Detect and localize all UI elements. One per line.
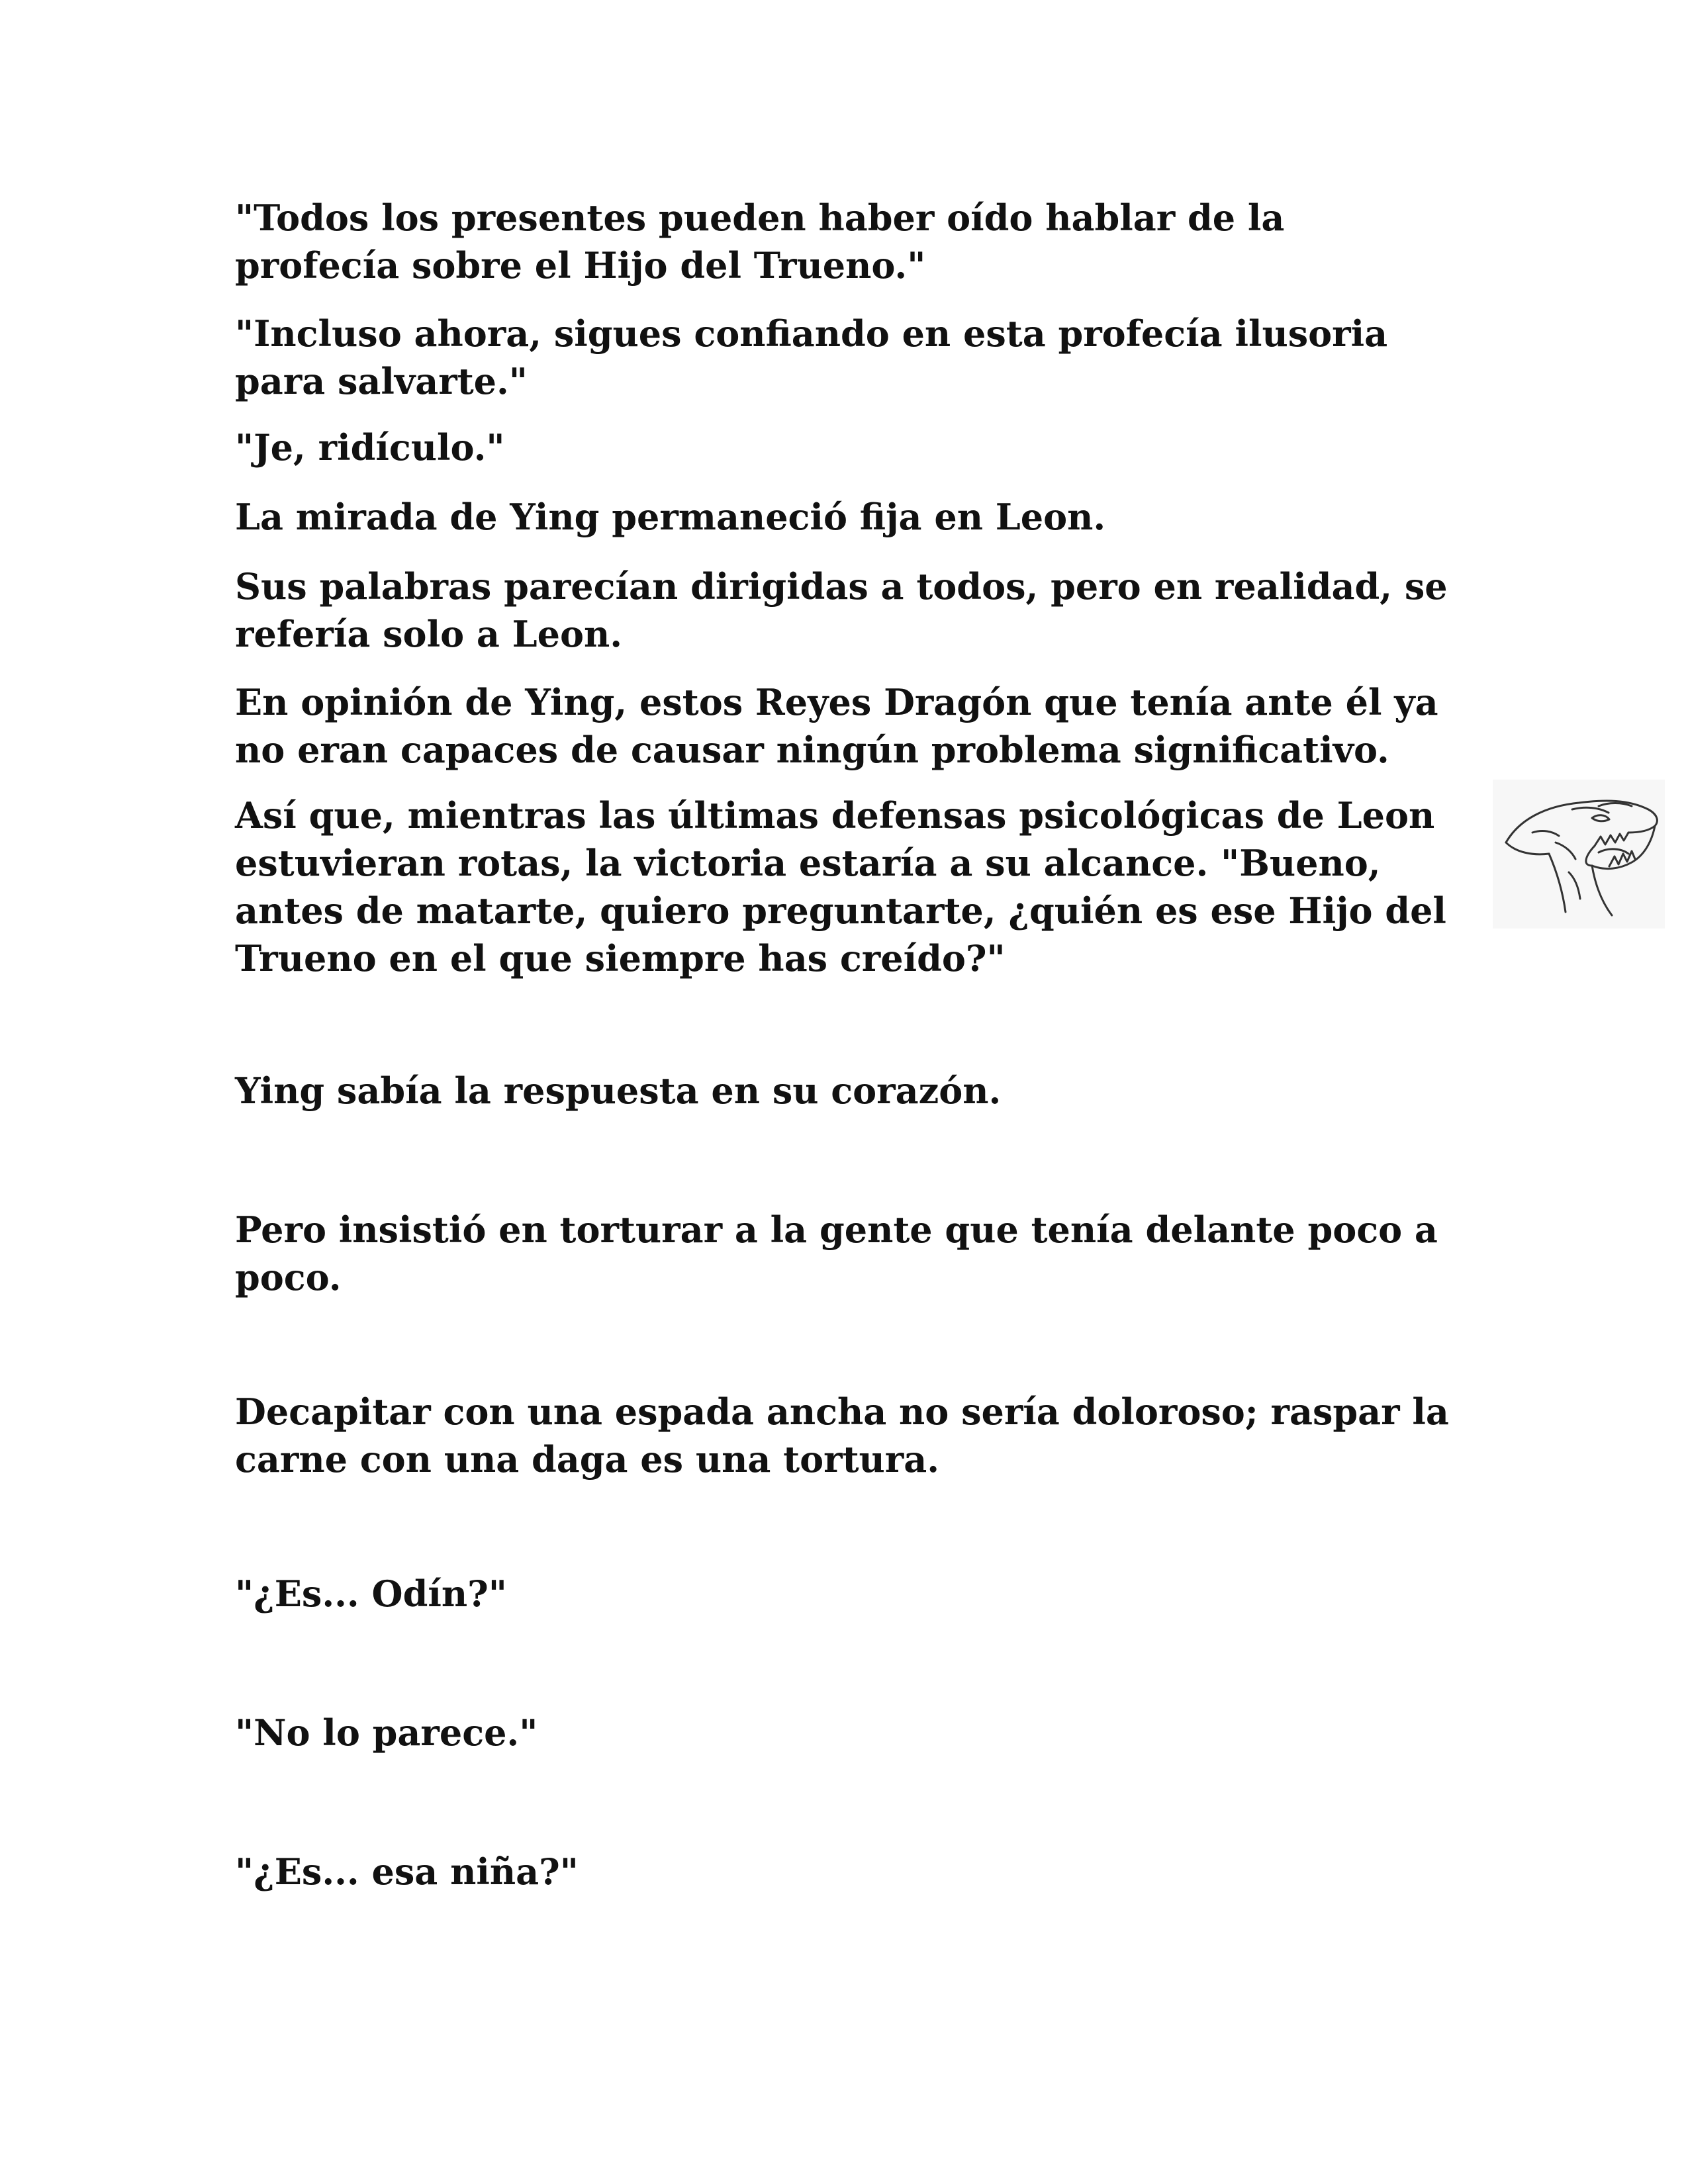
paragraph-13: "¿Es... esa niña?" <box>235 1850 579 1893</box>
paragraph-4: La mirada de Ying permaneció fija en Leon. <box>235 496 1106 538</box>
paragraph-9: Pero insistió en torturar a la gente que tenía delante poco a poco. <box>235 1208 1438 1298</box>
paragraph-7: Así que, mientras las últimas defensas psicológicas de Leon estuvieran rotas, la victoria estaría a su alcance. "Bueno, antes de matarte, quiero preguntarte, ¿quién es ese Hijo del Trueno en el que siempre has creído?" <box>235 794 1446 979</box>
paragraph-12: "No lo parece." <box>235 1711 538 1754</box>
paragraph-6: En opinión de Ying, estos Reyes Dragón que tenía ante él ya no eran capaces de causar ningún problema significativo. <box>235 681 1438 771</box>
paragraph-8: Ying sabía la respuesta en su corazón. <box>235 1069 1002 1112</box>
paragraph-10: Decapitar con una espada ancha no sería doloroso; raspar la carne con una daga es una tortura. <box>235 1390 1449 1480</box>
paragraph-3: "Je, ridículo." <box>235 426 505 469</box>
paragraph-2: "Incluso ahora, sigues confiando en esta profecía ilusoria para salvarte." <box>235 312 1388 402</box>
paragraph-5: Sus palabras parecían dirigidas a todos, pero en realidad, se refería solo a Leon. <box>235 565 1448 655</box>
paragraph-11: "¿Es... Odín?" <box>235 1572 507 1615</box>
dinosaur-head-sketch-icon <box>1493 780 1665 929</box>
paragraph-1: "Todos los presentes pueden haber oído hablar de la profecía sobre el Hijo del Trueno." <box>235 197 1285 287</box>
